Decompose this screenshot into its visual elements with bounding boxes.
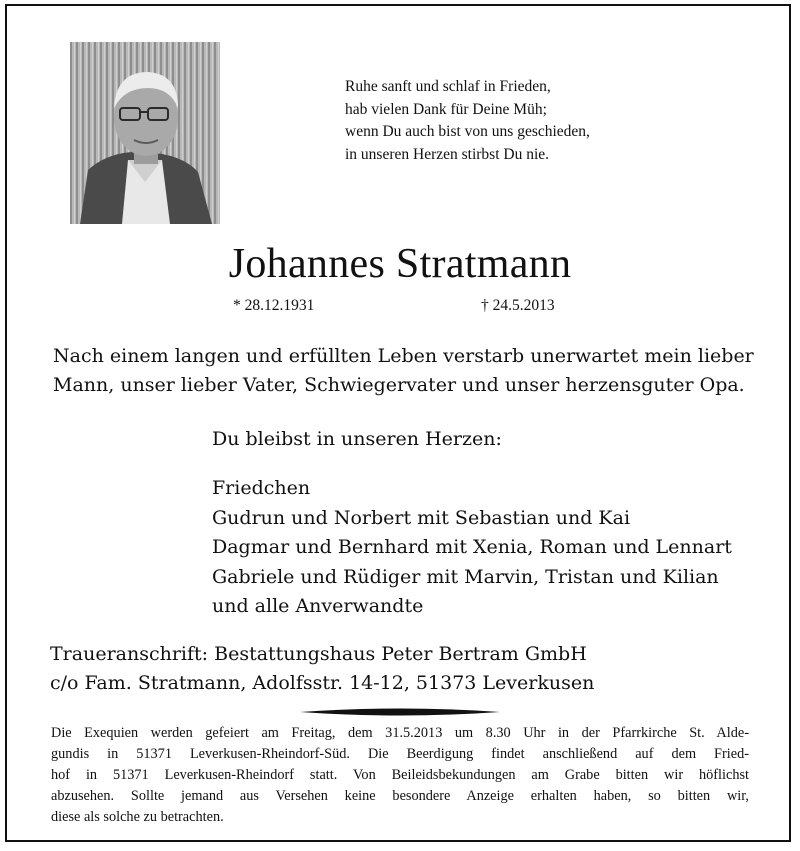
- family-member: Dagmar und Bernhard mit Xenia, Roman und Lennart: [212, 536, 732, 558]
- poem-line: hab vielen Dank für Deine Müh;: [345, 100, 547, 118]
- family-list: [212, 474, 732, 622]
- mourning-address: [50, 640, 594, 698]
- poem-line: Ruhe sanft und schlaf in Frieden,: [345, 78, 551, 95]
- death-date: † 24.5.2013: [481, 297, 555, 314]
- notice-line: diese als solche zu betrachten.: [51, 809, 224, 825]
- address-line: Traueranschrift: Bestattungshaus Peter Bertram GmbH: [50, 643, 587, 665]
- deceased-name: Johannes Stratmann: [228, 241, 572, 287]
- service-notice: [51, 723, 749, 828]
- portrait-photo: [70, 42, 220, 224]
- notice-line: gundis in 51371 Leverkusen-Rheindorf-Süd. Die Beerdigung findet anschließend auf dem Fried-: [51, 746, 749, 762]
- notice-line: hof in 51371 Leverkusen-Rheindorf statt. Von Beileidsbekundungen am Grabe bitten wir höflichst: [51, 767, 749, 783]
- intro-line: Mann, unser lieber Vater, Schwiegervater und unser herzensguter Opa.: [53, 374, 745, 396]
- family-member: Gudrun und Norbert mit Sebastian und Kai: [212, 506, 631, 529]
- poem: [345, 76, 590, 166]
- intro-text: [53, 342, 754, 400]
- poem-line: in unseren Herzen stirbst Du nie.: [345, 145, 550, 163]
- poem-line: wenn Du auch bist von uns geschieden,: [345, 123, 590, 140]
- address-line: c/o Fam. Stratmann, Adolfsstr. 14-12, 51373 Leverkusen: [50, 672, 595, 694]
- family-member: und alle Anverwandte: [212, 595, 424, 617]
- heart-line: Du bleibst in unseren Herzen:: [212, 428, 502, 450]
- family-member: Friedchen: [212, 477, 311, 499]
- divider-ornament: [300, 703, 500, 722]
- family-member: Gabriele und Rüdiger mit Marvin, Tristan und Kilian: [212, 565, 719, 588]
- intro-line: Nach einem langen und erfüllten Leben verstarb unerwartet mein lieber: [53, 345, 754, 367]
- notice-line: abzusehen. Sollte jemand aus Versehen keine besondere Anzeige erhalten haben, so bitten wir,: [51, 788, 749, 804]
- notice-line: Die Exequien werden gefeiert am Freitag, dem 31.5.2013 um 8.30 Uhr in der Pfarrkirche St. Alde-: [51, 725, 749, 741]
- birth-date: * 28.12.1931: [233, 297, 315, 314]
